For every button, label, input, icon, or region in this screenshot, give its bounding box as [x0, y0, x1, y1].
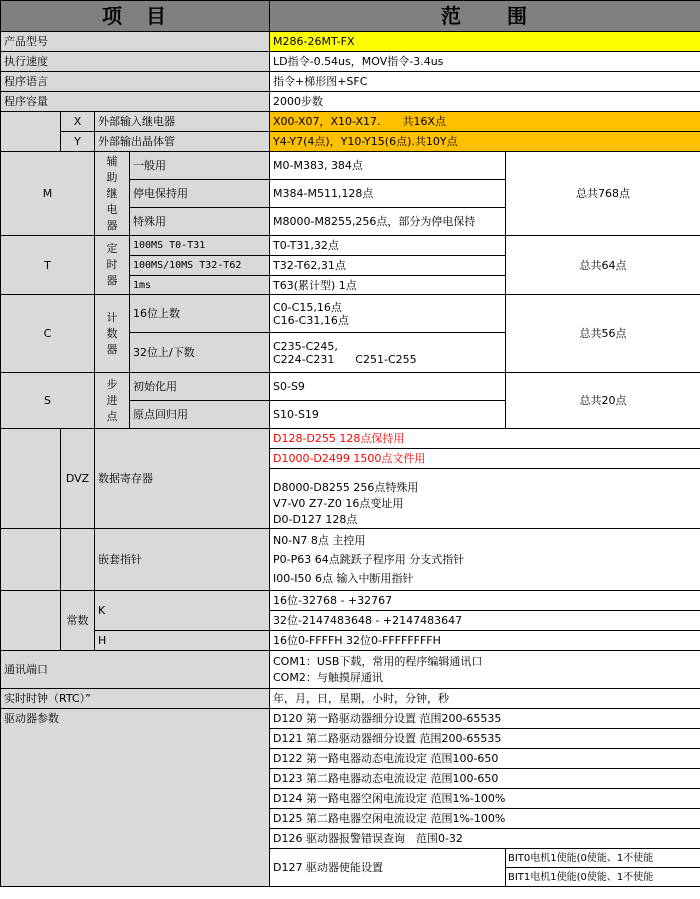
const-name: 常数	[61, 591, 95, 651]
c-row-0-value	[270, 295, 506, 333]
s-group	[95, 373, 130, 429]
s-code: S	[1, 373, 95, 429]
c-row-0-name: 16位上数	[130, 295, 270, 333]
pointer-blank-1	[1, 529, 61, 591]
c-row-0-value-line1: C0-C15,16点	[273, 300, 342, 314]
m-row-2-name: 特殊用	[130, 208, 270, 236]
c-row-1-name: 32位上/下数	[130, 333, 270, 373]
driver-row-6: D126 驱动器报警错误查询 范围0-32	[270, 829, 700, 849]
c-row-0-value-line2: C16-C31,16点	[273, 313, 349, 327]
c-row-1-value-line2: C224-C231 C251-C255	[273, 352, 417, 366]
rtc-value: 年，月，日，星期，小时，分钟，秒	[270, 689, 700, 709]
rtc-label: 实时时钟（RTC）”	[1, 689, 270, 709]
prog-capacity-value: 2000步数	[270, 92, 700, 112]
driver-row-3: D123 第二路电器动态电流设定 范围100-650	[270, 769, 700, 789]
c-row-1-value	[270, 333, 506, 373]
product-model-label: 产品型号	[1, 32, 270, 52]
m-row-0-name: 一般用	[130, 152, 270, 180]
prog-capacity-label: 程序容量	[1, 92, 270, 112]
comm-line1: COM1：USB下载，常用的程序编辑通讯口	[273, 655, 483, 668]
c-code: C	[1, 295, 95, 373]
t-row-0-name: 100MS T0-T31	[130, 236, 270, 256]
const-k: K	[95, 591, 270, 631]
driver-label: 驱动器参数	[1, 709, 270, 887]
c-group-text: 计数器	[106, 310, 118, 356]
driver-bit1: BIT1电机1使能(0使能、1不使能	[506, 868, 700, 887]
driver-row-1: D121 第二路驱动器细分设置 范围200-65535	[270, 729, 700, 749]
s-total: 总共20点	[506, 373, 700, 429]
prog-lang-value: 指令+梯形图+SFC	[270, 72, 700, 92]
m-row-0-value: M0-M383, 384点	[270, 152, 506, 180]
driver-row-5: D125 第二路电器空闲电流设定 范围1%-100%	[270, 809, 700, 829]
comm-lines	[270, 651, 700, 689]
dvz-line1: D128-D255 128点保持用	[270, 429, 700, 449]
t-row-1-name: 100MS/10MS T32-T62	[130, 256, 270, 276]
const-k1: 16位-32768 - +32767	[270, 591, 700, 611]
pointer-blank-2	[61, 529, 95, 591]
m-total: 总共768点	[506, 152, 700, 236]
s-row-1-name: 原点回归用	[130, 401, 270, 429]
t-row-0-value: T0-T31,32点	[270, 236, 506, 256]
driver-row-2: D122 第一路电器动态电流设定 范围100-650	[270, 749, 700, 769]
exec-speed-value: LD指令-0.54us，MOV指令-3.4us	[270, 52, 700, 72]
x-value: X00-X07，X10-X17. 共16X点	[270, 112, 700, 132]
driver-row-0: D120 第一路驱动器细分设置 范围200-65535	[270, 709, 700, 729]
driver-bit0: BIT0电机1使能(0使能、1不使能	[506, 849, 700, 868]
product-model-value: M286-26MT-FX	[270, 32, 700, 52]
c-total: 总共56点	[506, 295, 700, 373]
x-name: 外部输入继电器	[95, 112, 270, 132]
y-code: Y	[61, 132, 95, 152]
io-blank	[1, 112, 61, 152]
dvz-line4: V7-V0 Z7-Z0 16点变址用	[273, 497, 404, 510]
pointer-name: 嵌套指针	[95, 529, 270, 591]
exec-speed-label: 执行速度	[1, 52, 270, 72]
s-row-0-value: S0-S9	[270, 373, 506, 401]
prog-lang-label: 程序语言	[1, 72, 270, 92]
t-row-2-name: 1ms	[130, 276, 270, 295]
t-group-text: 定时器	[106, 242, 118, 287]
dvz-line3: D8000-D8255 256点特殊用	[273, 481, 419, 494]
driver-row-4: D124 第一路电器空闲电流设定 范围1%-100%	[270, 789, 700, 809]
m-group	[95, 152, 130, 236]
pointer-line1: N0-N7 8点 主控用	[273, 534, 366, 547]
comm-label: 通讯端口	[1, 651, 270, 689]
m-row-1-name: 停电保持用	[130, 180, 270, 208]
t-code: T	[1, 236, 95, 295]
dvz-code: DVZ	[61, 429, 95, 529]
c-group	[95, 295, 130, 373]
m-row-1-value: M384-M511,128点	[270, 180, 506, 208]
y-value: Y4-Y7(4点)，Y10-Y15(6点).共10Y点	[270, 132, 700, 152]
dvz-lines	[270, 469, 700, 529]
header-range: 范 围	[270, 1, 700, 32]
y-name: 外部输出晶体管	[95, 132, 270, 152]
const-k2: 32位-2147483648 - +2147483647	[270, 611, 700, 631]
const-h1: 16位0-FFFFH 32位0-FFFFFFFFH	[270, 631, 700, 651]
t-row-1-value: T32-T62,31点	[270, 256, 506, 276]
m-code: M	[1, 152, 95, 236]
pointer-line3: I00-I50 6点 输入中断用指针	[273, 572, 414, 585]
dvz-name: 数据寄存器	[95, 429, 270, 529]
const-h: H	[95, 631, 270, 651]
dvz-blank	[1, 429, 61, 529]
s-group-text: 步进点	[106, 377, 118, 423]
const-blank	[1, 591, 61, 651]
pointer-lines	[270, 529, 700, 591]
pointer-line2: P0-P63 64点跳跃子程序用 分支式指针	[273, 553, 465, 566]
m-group-text: 辅助继电器	[106, 154, 118, 232]
header-item: 项 目	[1, 1, 270, 32]
c-row-1-value-line1: C235-C245,	[273, 339, 338, 353]
t-row-2-value: T63(累计型) 1点	[270, 276, 506, 295]
t-total: 总共64点	[506, 236, 700, 295]
dvz-line5: D0-D127 128点	[273, 513, 358, 526]
comm-line2: COM2：与触摸屏通讯	[273, 671, 383, 684]
x-code: X	[61, 112, 95, 132]
dvz-line2: D1000-D2499 1500点文件用	[270, 449, 700, 469]
m-row-2-value: M8000-M8255,256点，部分为停电保持	[270, 208, 506, 236]
s-row-1-value: S10-S19	[270, 401, 506, 429]
s-row-0-name: 初始化用	[130, 373, 270, 401]
t-group	[95, 236, 130, 295]
driver-d127: D127 驱动器使能设置	[270, 849, 506, 887]
